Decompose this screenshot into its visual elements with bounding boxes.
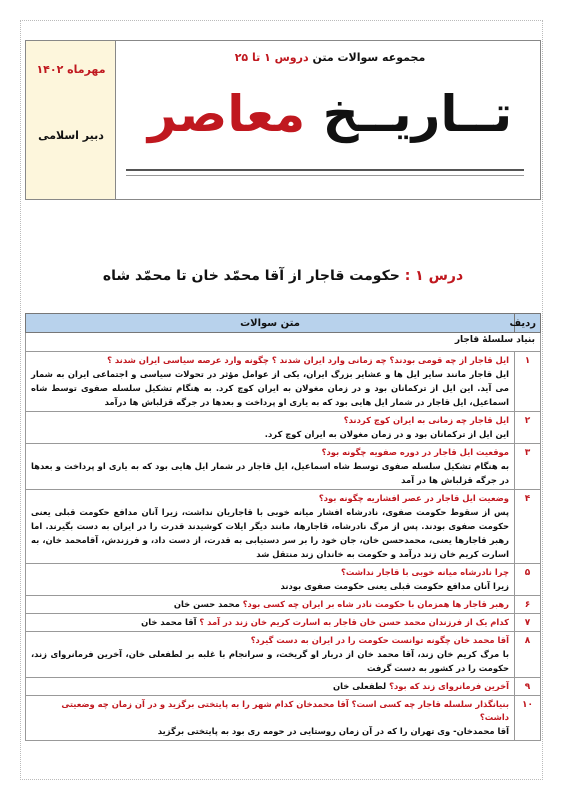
row-number: ۶ — [515, 596, 541, 614]
answer-text: آقا محمدخان- وی تهران را که در آن زمان روستایی در حومه ری بود به پایتختی برگزید — [157, 726, 509, 736]
question-label: بنیانگذار سلسله قاجار چه کسی است؟ آقا محمدخان کدام شهر را به پایتختی برگزید و در آن زمان چه وضعیتی داشت؟ — [61, 699, 509, 722]
column-header-number: ردیف — [515, 314, 541, 333]
row-content — [26, 596, 515, 614]
question-text — [31, 446, 509, 459]
lesson-title — [25, 268, 541, 284]
question-label: رهبر قاجار ها همزمان با حکومت نادر شاه بر ایران چه کسی بود؟ — [242, 599, 509, 609]
section-row — [26, 333, 541, 352]
answer-text: این ایل از ترکمانان بود و در زمان مغولان به ایران کوچ کرد. — [264, 429, 509, 439]
question-label: چرا نادرشاه میانه خوبی با قاجار نداشت؟ — [341, 567, 509, 577]
answer-text: پس از سقوط حکومت صفوی، نادرشاه افشار میانه خوبی با قاجاریان نداشت، زیرا آنان مدافع حکومت قبلی یعنی حکومت صفوی بودند. پس از مرگ نادرشاه، قاجارها، مانند دیگر ایلات کوشیدند قدرت را در ایران به دست بگیرند. اما رهبر قاجارها یعنی، محمدحسن خان، جان خود را بر سر دستیابی به قدرت، از دست داد، و فرزندش، آقامحمد خان، به اسارت کریم خان زند درآمد و حکومت به خاندان زند منتقل شد — [31, 507, 509, 559]
table-row — [26, 632, 541, 678]
table-row — [26, 614, 541, 632]
lesson-label: درس ۱ : — [404, 268, 464, 284]
table-row — [26, 596, 541, 614]
header-title-black: تــاریــخ — [322, 85, 513, 143]
header-rule — [126, 169, 524, 171]
row-number: ۸ — [515, 632, 541, 678]
row-content — [26, 632, 515, 678]
header-date: مهرماه ۱۴۰۲ — [36, 63, 106, 76]
row-number: ۵ — [515, 564, 541, 596]
question-label: وضعیت ایل قاجار در عصر افشاریه چگونه بود؟ — [318, 493, 509, 503]
table-row — [26, 678, 541, 696]
row-content — [26, 412, 515, 444]
question-label: آقا محمد خان چگونه توانست حکومت را در ایران به دست گیرد؟ — [250, 635, 509, 645]
header-title-red: معاصر — [147, 85, 306, 143]
question-label: آخرین فرمانروای زند که بود؟ — [389, 681, 509, 691]
row-content — [26, 352, 515, 412]
row-content — [26, 444, 515, 490]
row-number: ۹ — [515, 678, 541, 696]
question-text — [31, 698, 509, 724]
question-label: کدام یک از فرزندان محمد حسن خان قاجار به اسارت کریم خان زند در آمد ؟ — [199, 617, 509, 627]
header-subtitle-prefix: مجموعه سوالات متن — [312, 51, 426, 64]
row-content — [26, 678, 515, 696]
question-label: موقعیت ایل قاجار در دوره صفویه چگونه بود؟ — [321, 447, 509, 457]
document-header — [25, 40, 541, 200]
table-row — [26, 490, 541, 564]
row-content — [26, 614, 515, 632]
inline-answer: محمد حسن خان — [173, 599, 240, 609]
row-content — [26, 564, 515, 596]
answer-text: ایل قاجار مانند سایر ایل ها و عشایر بزرگ ایران، یکی از عوامل مؤثر در تحولات سیاسی و اجتماعی ایران به شمار می آید. این ایل از ترکمانان بود و در زمان مغولان به ایران کوچ کرد. به هنگام تشکیل سلسله صفوی توسط شاه اسماعیل، ایل قاجار در شمار ایل هایی بود که به یاری او پرداخت و بعدها در جرگه قزلباش ها درآمد — [31, 369, 509, 407]
question-text — [31, 634, 509, 647]
inline-answer: لطفعلی خان — [332, 681, 387, 691]
table-row — [26, 412, 541, 444]
question-text — [31, 414, 509, 427]
section-title: بنیاد سلسلهٔ قاجار — [26, 333, 541, 352]
table-row — [26, 564, 541, 596]
row-number: ۳ — [515, 444, 541, 490]
table-header-row — [26, 314, 541, 333]
header-title — [140, 85, 520, 143]
question-text — [31, 598, 509, 611]
questions-table — [25, 313, 541, 741]
row-number: ۱۰ — [515, 696, 541, 741]
lesson-name: حکومت قاجار از آقا محمّد خان تا محمّد شاه — [102, 268, 400, 284]
table-row — [26, 352, 541, 412]
header-subtitle — [140, 51, 520, 64]
answer-text: به هنگام تشکیل سلسله صفوی توسط شاه اسماعیل، ایل قاجار در شمار ایل هایی بود که به یاری او پرداخت و بعدها در جرگه قزلباش ها در آمد — [31, 461, 509, 485]
row-content — [26, 490, 515, 564]
question-label: ایل قاجار از چه قومی بودند؟ چه زمانی وارد ایران شدند ؟ چگونه وارد عرصه سیاسی ایران شدند ؟ — [107, 355, 509, 365]
answer-text: زیرا آنان مدافع حکومت قبلی یعنی حکومت صفوی بودند — [280, 581, 509, 591]
inline-answer: آقا محمد خان — [141, 617, 197, 627]
row-number: ۷ — [515, 614, 541, 632]
row-content — [26, 696, 515, 741]
header-rule-thin — [126, 175, 524, 176]
header-subtitle-range: دروس ۱ تا ۲۵ — [234, 51, 309, 64]
question-label: ایل قاجار چه زمانی به ایران کوچ کردند؟ — [343, 415, 509, 425]
row-number: ۲ — [515, 412, 541, 444]
question-text — [31, 354, 509, 367]
question-text — [31, 492, 509, 505]
row-number: ۱ — [515, 352, 541, 412]
header-info-panel — [26, 41, 116, 199]
table-row — [26, 696, 541, 741]
question-text — [31, 616, 509, 629]
row-number: ۴ — [515, 490, 541, 564]
question-text — [31, 680, 509, 693]
column-header-text: متن سوالات — [26, 314, 515, 333]
table-row — [26, 444, 541, 490]
header-teacher: دبیر اسلامی — [38, 129, 104, 142]
answer-text: با مرگ کریم خان زند، آقا محمد خان از دربار او گریخت، و سرانجام با غلبه بر لطفعلی خان، آخرین فرمانروای زند، حکومت را در کشور به دست گرفت — [31, 649, 509, 673]
question-text — [31, 566, 509, 579]
